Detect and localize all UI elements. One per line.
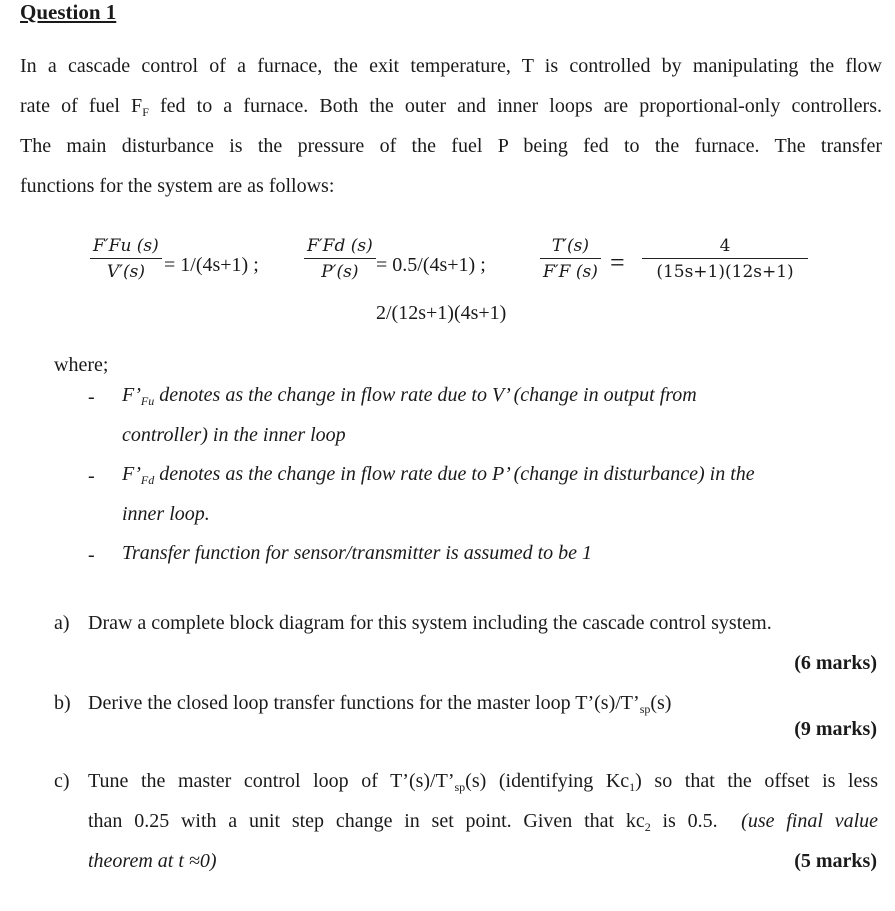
question-c-marks: (5 marks) xyxy=(794,850,877,872)
eq-extra-tf: 2/(12s+1)(4s+1) xyxy=(376,302,507,324)
eq1-rhs: = 1/(4s+1) ; xyxy=(164,254,259,276)
eq1-denominator: V′(s) xyxy=(106,262,145,282)
eq2-numerator: F′Fd (s) xyxy=(307,236,373,256)
eq2-fraction xyxy=(304,234,376,285)
bullet-2-line-1: $F’_{Fd}$ denotes as the change in flow rate due to P’ (change in disturbance) in the xyxy=(122,463,755,487)
eq1-numerator: F′Fu (s) xyxy=(93,236,159,256)
question-c-line-3: theorem at t ≈0) xyxy=(88,850,217,872)
question-a-text: Draw a complete block diagram for this system including the cascade control system. xyxy=(88,612,772,634)
bullet-3-dash: - xyxy=(88,544,95,566)
intro-line-1: In a cascade control of a furnace, the exit temperature, T is controlled by manipulating the flow xyxy=(20,55,882,77)
eq3-rhs-fraction xyxy=(642,234,808,285)
eq1-fraction xyxy=(90,234,162,285)
where-label: where; xyxy=(54,354,109,376)
eq3-equals: = xyxy=(610,248,625,277)
bullet-2-dash: - xyxy=(88,465,95,487)
eq3-numerator: T′(s) xyxy=(551,236,590,256)
eq3-denominator: F′F (s) xyxy=(543,262,598,282)
eq3-fraction xyxy=(540,234,601,285)
question-b-letter: b) xyxy=(54,692,71,714)
eq2-rhs: = 0.5/(4s+1) ; xyxy=(376,254,486,276)
question-c-line-2: than 0.25 with a unit step change in set point. Given that $kc_2$ is 0.5. (use final value xyxy=(88,810,878,834)
intro-line-3: The main disturbance is the pressure of the fuel P being fed to the furnace. The transfer xyxy=(20,135,882,157)
intro-line-4: functions for the system are as follows: xyxy=(20,175,335,197)
eq3-rhs-numerator: 4 xyxy=(719,236,731,256)
bullet-2-line-2: inner loop. xyxy=(122,503,210,525)
bullet-1-dash: - xyxy=(88,386,95,408)
eq3-rhs-denominator: (15s+1)(12s+1) xyxy=(656,262,794,282)
question-a-marks: (6 marks) xyxy=(794,652,877,674)
question-heading: Question 1 xyxy=(20,0,117,24)
bullet-1-line-2: controller) in the inner loop xyxy=(122,424,346,446)
question-c-line-1: Tune the master control loop of $T’(s)/T’_{sp}(s)$ (identifying $Kc_1$) so that the offset is less xyxy=(88,770,878,794)
eq2-denominator: P′(s) xyxy=(321,262,359,282)
bullet-1-line-1: $F’_{Fu}$ denotes as the change in flow rate due to V’ (change in output from xyxy=(122,384,697,408)
question-b-marks: (9 marks) xyxy=(794,718,877,740)
intro-line-2: rate of fuel $F_F$ fed to a furnace. Both the outer and inner loops are proportional-only controllers. xyxy=(20,95,882,119)
question-a-letter: a) xyxy=(54,612,70,634)
question-b-text: Derive the closed loop transfer functions for the master loop $T’(s)/T’_{sp}(s)$ xyxy=(88,692,672,716)
bullet-3-line-1: Transfer function for sensor/transmitter is assumed to be 1 xyxy=(122,542,593,564)
question-c-letter: c) xyxy=(54,770,70,792)
